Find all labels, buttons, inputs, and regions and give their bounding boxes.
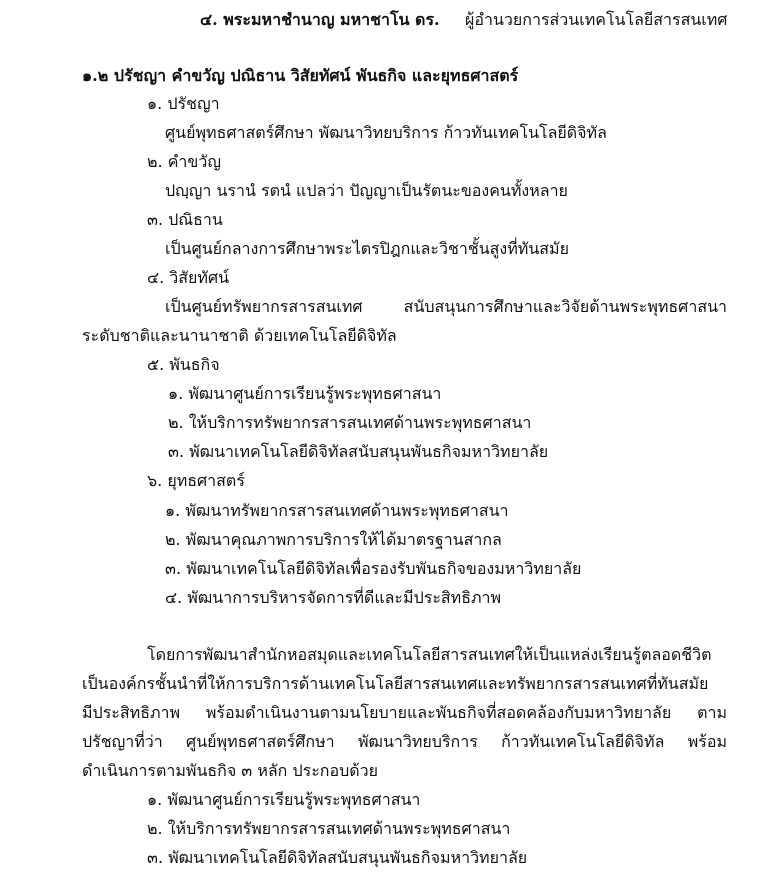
paragraph-item: ๑. พัฒนาศูนย์การเรียนรู้พระพุทธศาสนา bbox=[147, 790, 421, 809]
philosophy-text: ศูนย์พุทธศาสตร์ศึกษา พัฒนาวิทยบริการ ก้าวทันเทคโนโลยีดิจิทัล bbox=[165, 123, 607, 142]
section-heading: ๑.๒ ปรัชญา คำขวัญ ปณิธาน วิสัยทัศน์ พันธกิจ และยุทธศาสตร์ bbox=[82, 66, 519, 85]
paragraph-item: ๒. ให้บริการทรัพยากรสารสนเทศด้านพระพุทธศาสนา bbox=[147, 819, 511, 838]
strategy-item: ๔. พัฒนาการบริหารจัดการที่ดีและมีประสิทธิภาพ bbox=[165, 588, 502, 607]
motto-label: ๒. คำขวัญ bbox=[147, 152, 221, 171]
mission-item: ๓. พัฒนาเทคโนโลยีดิจิทัลสนับสนุนพันธกิจมหาวิทยาลัย bbox=[168, 442, 549, 461]
vision-text-line-1: เป็นศูนย์ทรัพยากรสารสนเทศ สนับสนุนการศึกษาและวิจัยด้านพระพุทธศาสนา bbox=[165, 297, 727, 316]
header-person: ๔. พระมหาชำนาญ มหาชาโน ดร. bbox=[200, 10, 440, 29]
paragraph-line: เป็นองค์กรชั้นนำที่ให้การบริการด้านเทคโนโลยีสารสนเทศและทรัพยากรสารสนเทศที่ทันสมัย bbox=[82, 674, 709, 693]
paragraph-line: ปรัชญาที่ว่า ศูนย์พุทธศาสตร์ศึกษา พัฒนาวิทยบริการ ก้าวทันเทคโนโลยีดิจิทัล พร้อม bbox=[82, 732, 727, 751]
paragraph-item: ๓. พัฒนาเทคโนโลยีดิจิทัลสนับสนุนพันธกิจมหาวิทยาลัย bbox=[147, 848, 528, 867]
strategy-item: ๑. พัฒนาทรัพยากรสารสนเทศด้านพระพุทธศาสนา bbox=[165, 501, 509, 520]
resolution-label: ๓. ปณิธาน bbox=[147, 210, 223, 229]
paragraph-line: มีประสิทธิภาพ พร้อมดำเนินงานตามนโยบายและพันธกิจที่สอดคล้องกับมหาวิทยาลัย ตาม bbox=[82, 703, 727, 722]
mission-item: ๑. พัฒนาศูนย์การเรียนรู้พระพุทธศาสนา bbox=[168, 384, 442, 403]
strategy-item: ๒. พัฒนาคุณภาพการบริการให้ได้มาตรฐานสากล bbox=[165, 530, 502, 549]
mission-item: ๒. ให้บริการทรัพยากรสารสนเทศด้านพระพุทธศาสนา bbox=[168, 413, 532, 432]
strategy-item: ๓. พัฒนาเทคโนโลยีดิจิทัลเพื่อรองรับพันธกิจของมหาวิทยาลัย bbox=[165, 559, 582, 578]
motto-text: ปญฺญา นรานํ รตนํ แปลว่า ปัญญาเป็นรัตนะของคนทั้งหลาย bbox=[165, 181, 568, 200]
header-role: ผู้อำนวยการส่วนเทคโนโลยีสารสนเทศ bbox=[465, 10, 728, 29]
paragraph-line: โดยการพัฒนาสำนักหอสมุดและเทคโนโลยีสารสนเทศให้เป็นแหล่งเรียนรู้ตลอดชีวิต bbox=[147, 645, 712, 664]
philosophy-label: ๑. ปรัชญา bbox=[147, 94, 220, 113]
resolution-text: เป็นศูนย์กลางการศึกษาพระไตรปิฎกและวิชาชั้นสูงที่ทันสมัย bbox=[165, 239, 569, 258]
mission-label: ๕. พันธกิจ bbox=[147, 355, 220, 374]
strategy-label: ๖. ยุทธศาสตร์ bbox=[147, 471, 245, 490]
vision-label: ๔. วิสัยทัศน์ bbox=[147, 268, 230, 287]
paragraph-line: ดำเนินการตามพันธกิจ ๓ หลัก ประกอบด้วย bbox=[82, 761, 378, 780]
vision-text-line-2: ระดับชาติและนานาชาติ ด้วยเทคโนโลยีดิจิทัล bbox=[82, 326, 397, 345]
